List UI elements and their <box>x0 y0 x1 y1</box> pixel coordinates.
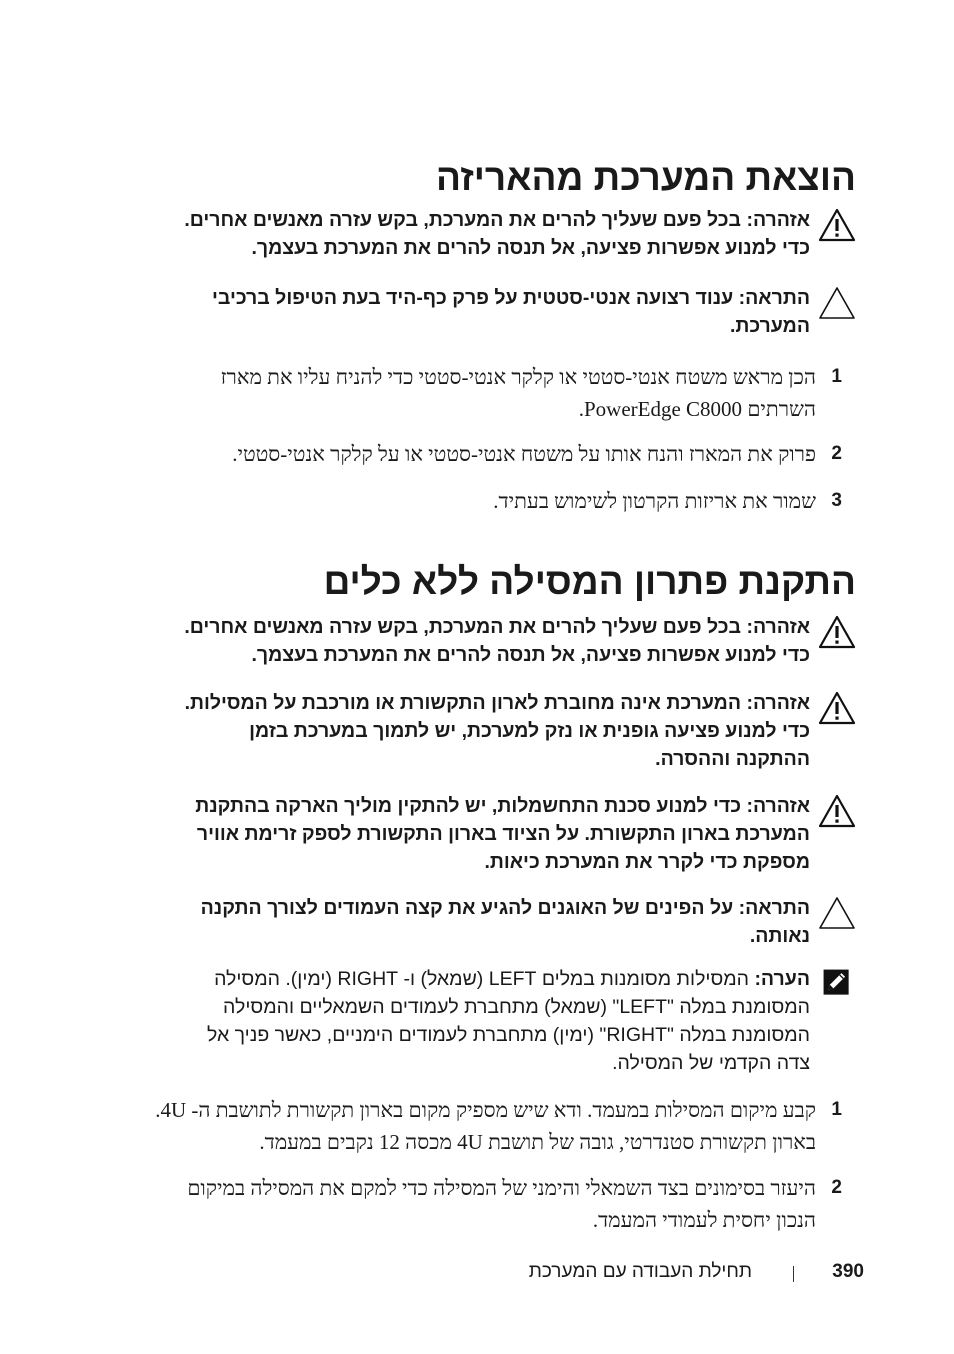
note-text: המסומנת במלה "LEFT" (שמאל) מתחברת לעמודים השמאליים והמסילה <box>223 996 810 1018</box>
note-text: המסילות מסומנות במלים LEFT (שמאל) ו- RIGHT (ימין). המסילה <box>214 968 750 990</box>
step-text: שמור את אריזות הקרטון לשימוש בעתיד. <box>493 489 816 513</box>
chapter-title: תחילת העבודה עם המערכת <box>528 1261 752 1282</box>
caution-text: נאותה. <box>749 925 810 947</box>
warning-text: מספקת כדי לקרר את המערכת כיאות. <box>484 851 810 873</box>
step-text: השרתים PowerEdge C8000. <box>578 397 816 421</box>
footer-divider <box>793 1266 794 1282</box>
caution-notice <box>134 894 856 954</box>
warning-notice <box>134 206 856 266</box>
warning-text: ההתקנה וההסרה. <box>655 748 810 770</box>
section-title-rail-installation: התקנת פתרון המסילה ללא כלים <box>323 561 856 602</box>
warning-triangle-icon <box>818 794 856 828</box>
step-text: קבע מיקום המסילות במעמד. ודא שיש מספיק מקום בארון תקשורת לתושבת ה- 4U. <box>155 1098 816 1122</box>
step-number: 1 <box>831 1099 842 1120</box>
note-pencil-icon <box>820 967 854 999</box>
warning-label: אזהרה: <box>746 616 810 638</box>
caution-notice <box>134 284 856 344</box>
note-notice <box>134 965 856 1081</box>
caution-text: על הפינים של האוגנים להגיע את קצה העמודים לצורך התקנה <box>200 897 734 919</box>
warning-notice <box>134 792 856 880</box>
section-title-unpacking: הוצאת המערכת מהאריזה <box>435 157 856 198</box>
warning-text: המערכת בארון התקשורת. על הציוד בארון התקשורת לספק זרימת אוויר <box>196 823 810 845</box>
warning-label: אזהרה: <box>746 692 810 714</box>
caution-label: התראה: <box>738 897 810 919</box>
warning-label: אזהרה: <box>746 795 810 817</box>
warning-text: בכל פעם שעליך להרים את המערכת, בקש עזרה מאנשים אחרים. <box>184 209 742 231</box>
note-text: המסומנת במלה "RIGHT" (ימין) מתחברת לעמודים הימניים, כאשר פניך אל <box>207 1024 810 1046</box>
warning-text: כדי למנוע אפשרות פציעה, אל תנסה להרים את המערכת בעצמך. <box>251 644 810 666</box>
step-number: 2 <box>831 1177 842 1198</box>
list-item <box>136 1172 842 1236</box>
warning-triangle-icon <box>818 615 856 649</box>
caution-text: המערכת. <box>729 315 810 337</box>
warning-text: בכל פעם שעליך להרים את המערכת, בקש עזרה מאנשים אחרים. <box>184 616 742 638</box>
step-text: פרוק את המארז והנח אותו על משטח אנטי-סטטי או על קלקר אנטי-סטטי. <box>232 442 816 466</box>
page-footer <box>484 1258 864 1288</box>
step-text: בארון תקשורת סטנדרטי, גובה של תושבת 4U מכסה 12 נקבים במעמד. <box>259 1130 816 1154</box>
step-number: 2 <box>831 443 842 464</box>
list-item <box>136 1094 842 1158</box>
warning-label: אזהרה: <box>746 209 810 231</box>
caution-triangle-icon <box>818 286 856 320</box>
list-item <box>136 361 842 425</box>
warning-notice <box>134 613 856 673</box>
caution-triangle-icon <box>818 896 856 930</box>
note-text: צדה הקדמי של המסילה. <box>612 1052 810 1074</box>
warning-triangle-icon <box>818 691 856 725</box>
step-text: היעזר בסימונים בצד השמאלי והימני של המסילה כדי למקם את המסילה במיקום <box>187 1176 816 1200</box>
step-text: הכן מראש משטח אנטי-סטטי או קלקר אנטי-סטטי כדי להניח עליו את מארז <box>220 365 816 389</box>
caution-label: התראה: <box>738 287 810 309</box>
caution-text: ענוד רצועה אנטי-סטטית על פרק כף-היד בעת הטיפול ברכיבי <box>211 287 734 309</box>
warning-text: כדי למנוע אפשרות פציעה, אל תנסה להרים את המערכת בעצמך. <box>251 237 810 259</box>
list-item <box>136 485 842 517</box>
list-item <box>136 438 842 470</box>
note-label: הערה: <box>754 968 810 990</box>
warning-triangle-icon <box>818 208 856 242</box>
step-text: הנכון יחסית לעמודי המעמד. <box>592 1208 816 1232</box>
step-number: 3 <box>831 490 842 511</box>
warning-text: המערכת אינה מחוברת לארון התקשורת או מורכבת על המסילות. <box>184 692 742 714</box>
warning-text: כדי למנוע סכנת התחשמלות, יש להתקין מוליך הארקה בהתקנת <box>195 795 742 817</box>
step-number: 1 <box>831 366 842 387</box>
page-number: 390 <box>832 1261 864 1282</box>
warning-text: כדי למנוע פציעה גופנית או נזק למערכת, יש לתמוך במערכת בזמן <box>249 720 810 742</box>
warning-notice <box>134 689 856 777</box>
